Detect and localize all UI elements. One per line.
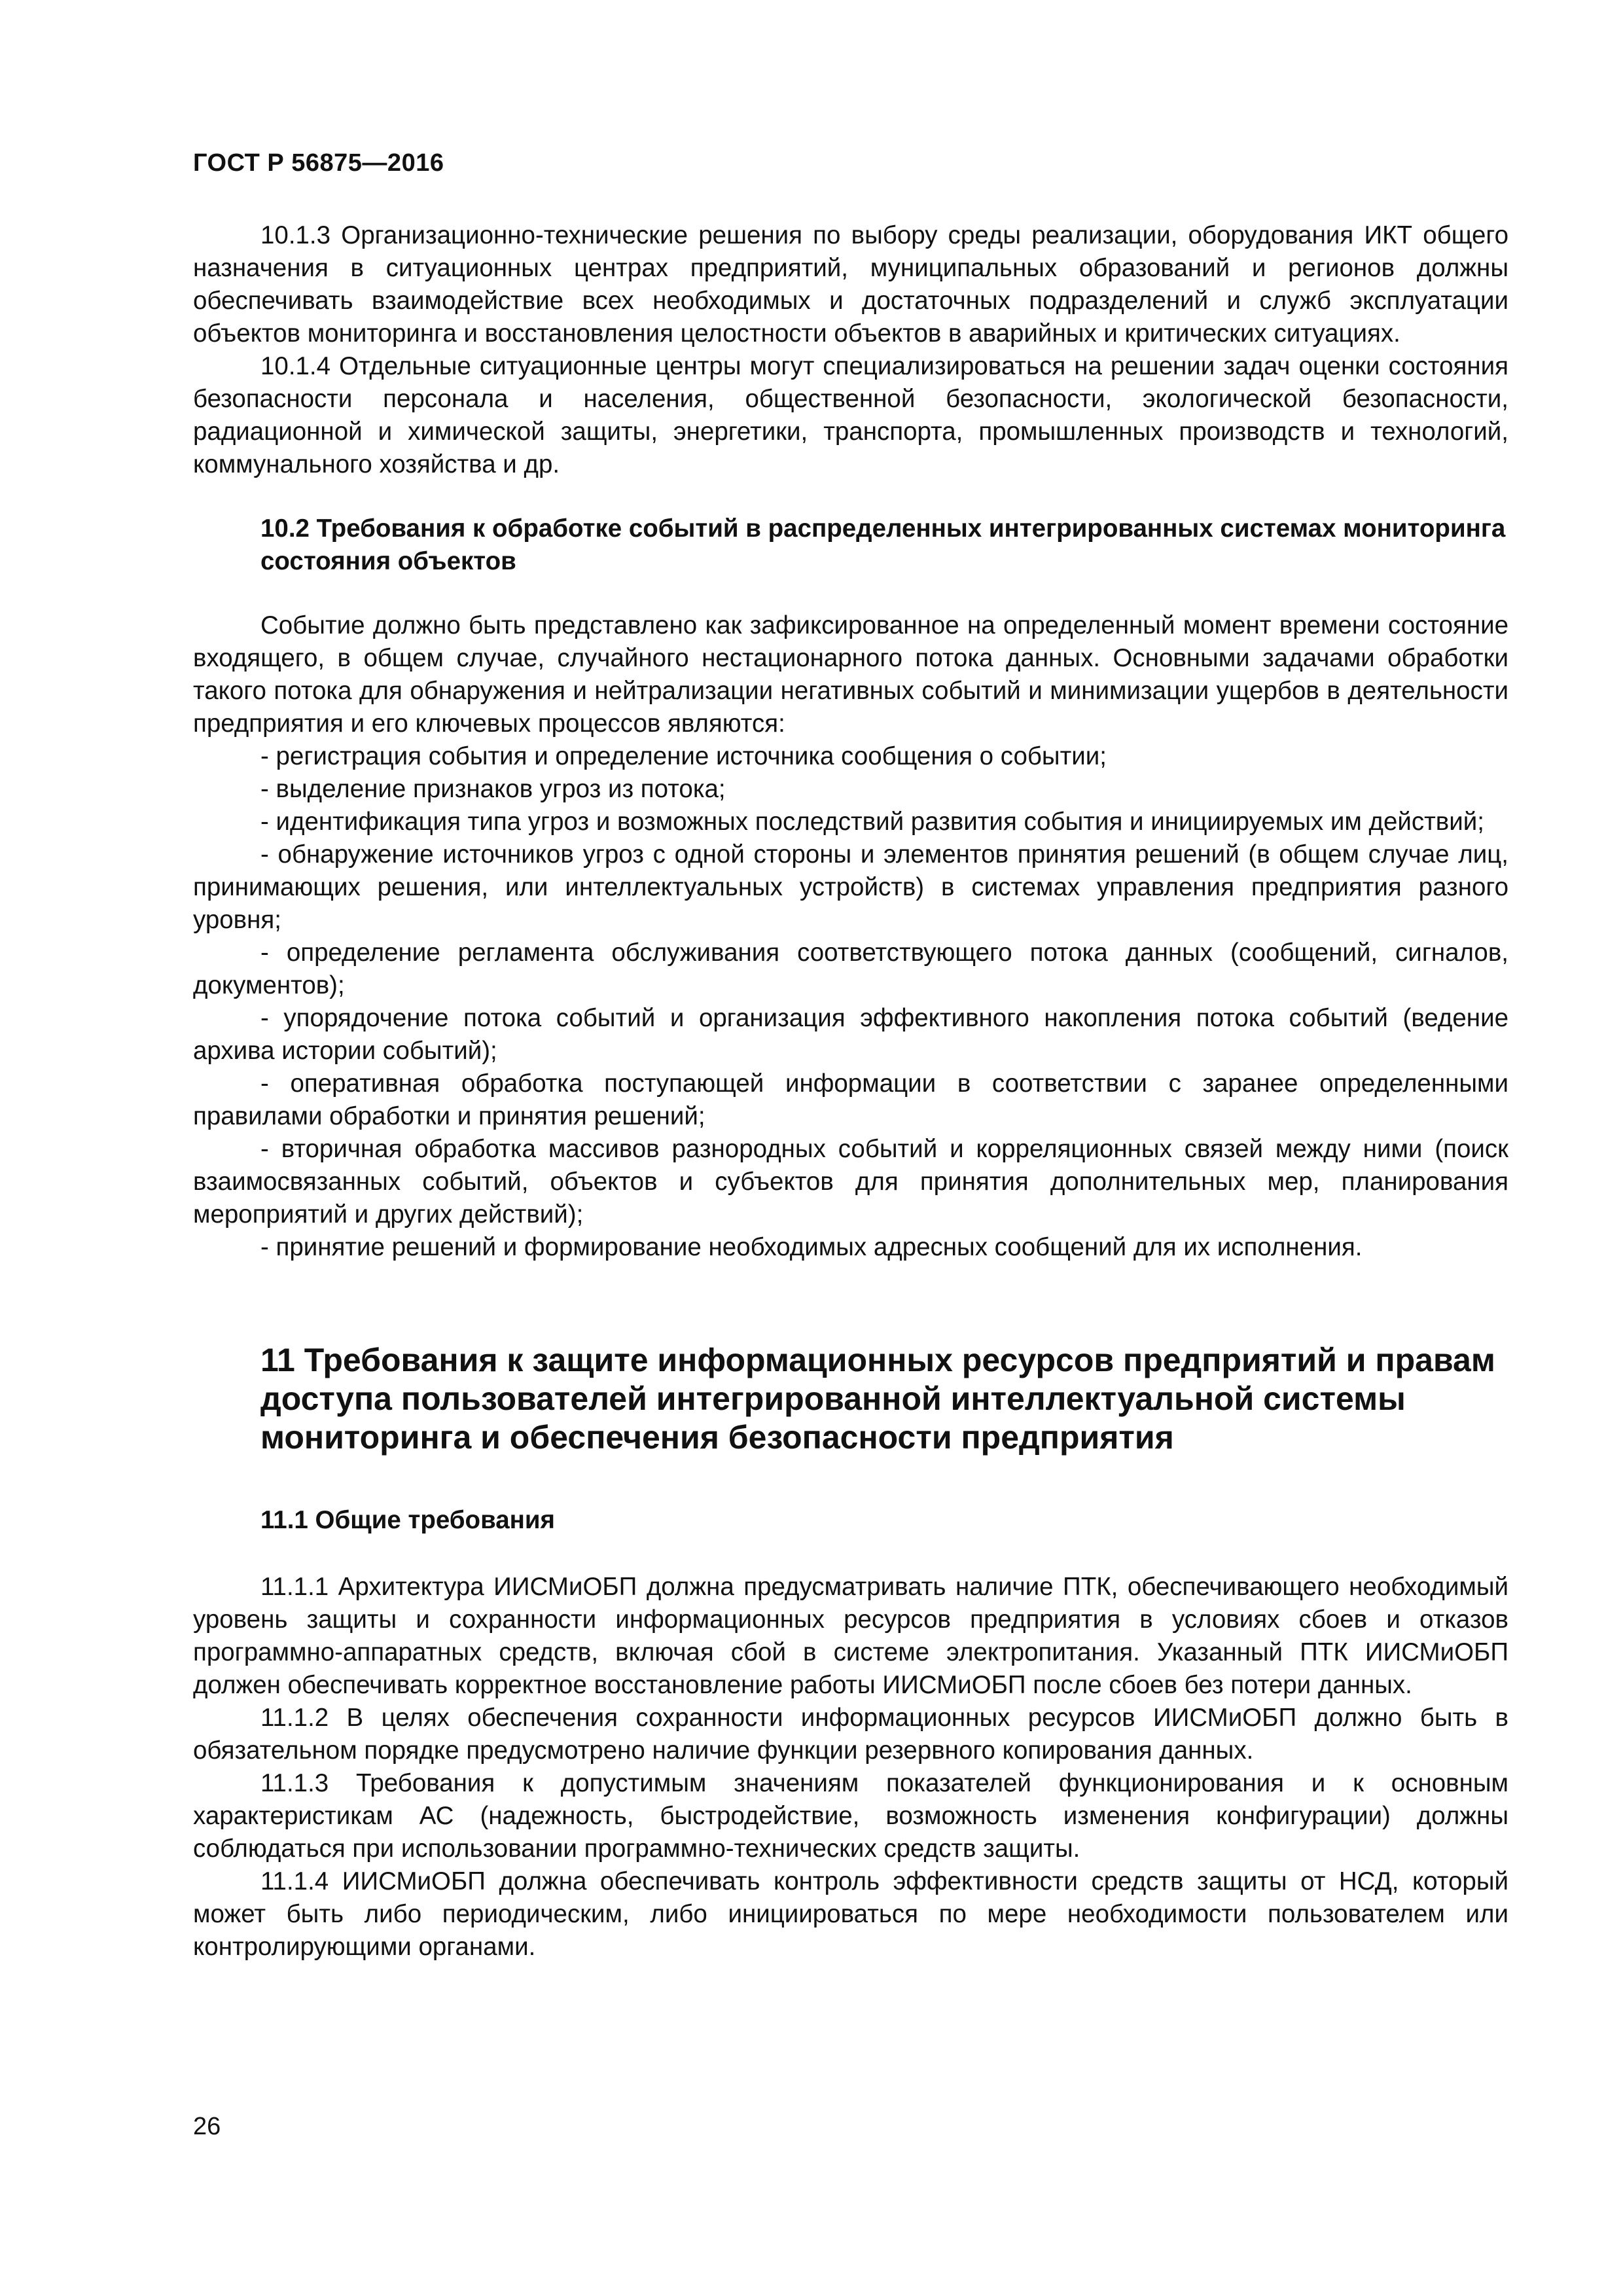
paragraph-11-1-2: 11.1.2 В целях обеспечения сохранности информационных ресурсов ИИСМиОБП должно быть в обязательном порядке предусмотрено наличие функции резервного копирования данных. — [193, 1704, 1508, 1765]
document-code: ГОСТ Р 56875—2016 — [193, 149, 444, 177]
list-item: - регистрация события и определение источника сообщения о событии; — [260, 742, 1107, 770]
list-item: - вторичная обработка массивов разнородных событий и корреляционных связей между ними (поиск взаимосвязанных событий, объектов и субъектов для принятия дополнительных мер, планирования мероприятий и других действий); — [193, 1135, 1508, 1229]
list-item: - оперативная обработка поступающей информации в соответствии с заранее определенными правилами обработки и принятия решений; — [193, 1069, 1508, 1130]
list-item: - выделение признаков угроз из потока; — [260, 775, 726, 803]
list-item: - обнаружение источников угроз с одной стороны и элементов принятия решений (в общем случае лиц, принимающих решения, или интеллектуальных устройств) в системах управления предприятия разного уровня; — [193, 840, 1508, 934]
subsection-heading-11-1: 11.1 Общие требования — [260, 1506, 556, 1534]
paragraph-10-1-3: 10.1.3 Организационно-технические решения по выбору среды реализации, оборудования ИКТ общего назначения в ситуационных центрах предприятий, муниципальных образований и регионов должны обеспечивать взаимодействие всех необходимых и достаточных подразделений и служб эксплуатации объектов мониторинга и восстановления целостности объектов в аварийных и критических ситуациях. — [193, 221, 1508, 348]
list-item: - идентификация типа угроз и возможных последствий развития события и инициируемых им действий; — [260, 808, 1484, 836]
list-item: - принятие решений и формирование необходимых адресных сообщений для их исполнения. — [260, 1233, 1363, 1261]
list-item: - упорядочение потока событий и организация эффективного накопления потока событий (ведение архива истории событий); — [193, 1004, 1508, 1065]
paragraph-10-2-intro: Событие должно быть представлено как зафиксированное на определенный момент времени состояние входящего, в общем случае, случайного нестационарного потока данных. Основными задачами обработки такого потока для обнаружения и нейтрализации негативных событий и минимизации ущербов в деятельности предприятия и его ключевых процессов являются: — [193, 611, 1508, 738]
section-heading-10-2: 10.2 Требования к обработке событий в распределенных интегрированных системах мониторинга состояния объектов — [260, 514, 1506, 575]
paragraph-11-1-4: 11.1.4 ИИСМиОБП должна обеспечивать контроль эффективности средств защиты от НСД, который может быть либо периодическим, либо инициироваться по мере необходимости пользователем или контролирующими органами. — [193, 1867, 1508, 1961]
paragraph-11-1-3: 11.1.3 Требования к допустимым значениям показателей функционирования и к основным характеристикам АС (надежность, быстродействие, возможность изменения конфигурации) должны соблюдаться при использовании программно-технических средств защиты. — [193, 1769, 1508, 1863]
list-item: - определение регламента обслуживания соответствующего потока данных (сообщений, сигналов, документов); — [193, 939, 1508, 999]
page-content — [193, 219, 1508, 1964]
paragraph-10-1-4: 10.1.4 Отдельные ситуационные центры могут специализироваться на решении задач оценки состояния безопасности персонала и населения, общественной безопасности, экологической безопасности, радиационной и химической защиты, энергетики, транспорта, промышленных производств и технологий, коммунального хозяйства и др. — [193, 352, 1508, 478]
section-heading-11: 11 Требования к защите информационных ресурсов предприятий и правам доступа пользователей интегрированной интеллектуальной системы мониторинга и обеспечения безопасности предприятия — [260, 1342, 1495, 1456]
paragraph-11-1-1: 11.1.1 Архитектура ИИСМиОБП должна предусматривать наличие ПТК, обеспечивающего необходимый уровень защиты и сохранности информационных ресурсов предприятия в условиях сбоев и отказов программно-аппаратных средств, включая сбой в системе электропитания. Указанный ПТК ИИСМиОБП должен обеспечивать корректное восстановление работы ИИСМиОБП после сбоев без потери данных. — [193, 1573, 1508, 1699]
page-number: 26 — [193, 2113, 221, 2140]
